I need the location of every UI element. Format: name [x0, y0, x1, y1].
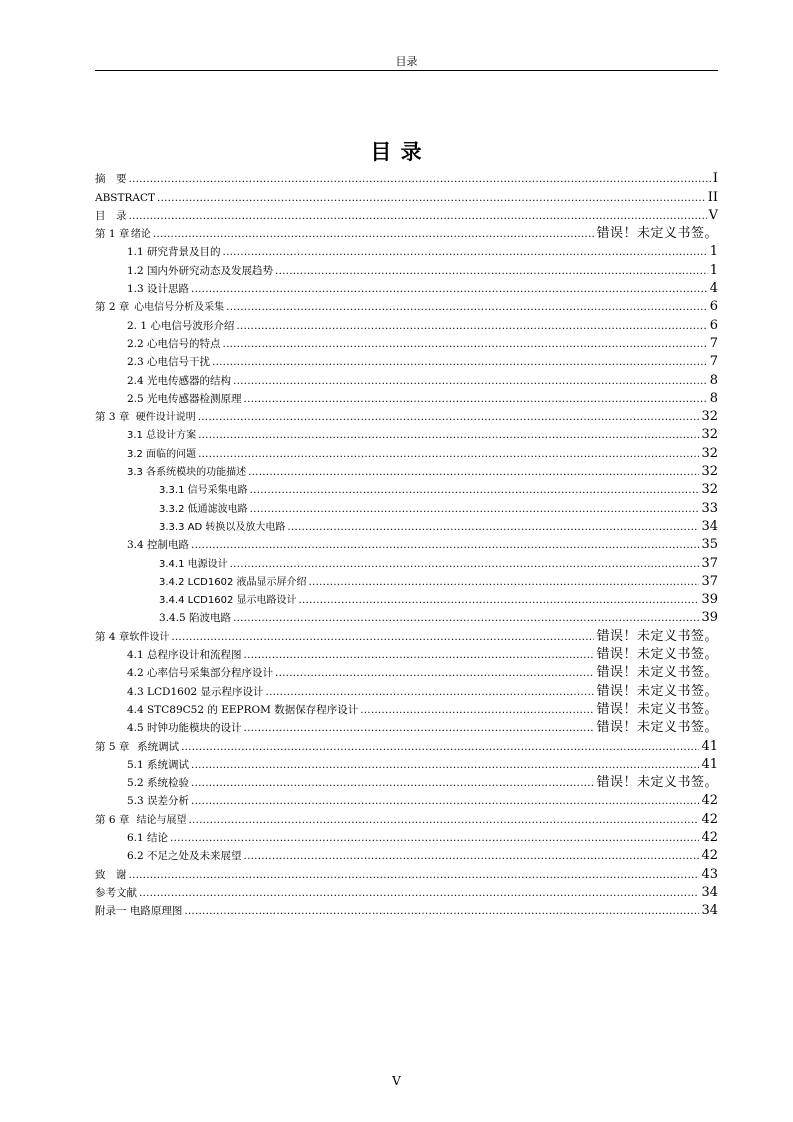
- toc-page-number: 错误！未定义书签。: [596, 720, 718, 736]
- toc-dot-leader: [170, 832, 699, 845]
- toc-dot-leader: [191, 539, 699, 552]
- toc-dot-leader: [184, 905, 699, 918]
- toc-page-number: 错误！未定义书签。: [596, 226, 718, 242]
- toc-page-number: 8: [709, 372, 718, 388]
- toc-entry-title: 3.3 各系统模块的功能描述: [127, 467, 247, 479]
- toc-entry[interactable]: [95, 589, 718, 607]
- toc-entry-title: 1.2 国内外研究动态及发展趋势: [127, 264, 274, 277]
- toc-dot-leader: [129, 210, 707, 223]
- toc-entry-title: 硬件设计说明: [135, 412, 196, 424]
- table-of-contents: [95, 168, 718, 918]
- toc-entry[interactable]: [95, 516, 718, 534]
- toc-entry-title: 目 录: [95, 209, 127, 222]
- toc-page-number: 37: [701, 573, 718, 589]
- toc-dot-leader: [198, 429, 699, 442]
- toc-dot-leader: [191, 759, 699, 772]
- toc-entry[interactable]: [95, 406, 718, 424]
- toc-page-number: 42: [701, 829, 718, 845]
- toc-dot-leader: [250, 484, 700, 497]
- toc-entry[interactable]: [95, 863, 718, 881]
- toc-page-number: 32: [701, 464, 718, 480]
- toc-page-number: 34: [701, 884, 718, 900]
- toc-entry[interactable]: [95, 772, 718, 790]
- toc-chapter-number: 第 1 章: [95, 228, 130, 241]
- toc-dot-leader: [212, 356, 708, 369]
- page-number: V: [392, 1074, 401, 1088]
- toc-entry-title: 3.2 面临的问题: [127, 448, 197, 460]
- toc-page-number: 35: [701, 537, 718, 553]
- toc-page-number: 4: [709, 281, 718, 297]
- toc-dot-leader: [191, 795, 699, 808]
- toc-page-number: I: [712, 171, 718, 187]
- toc-entry[interactable]: [95, 479, 718, 497]
- toc-page-number: 错误！未定义书签。: [596, 775, 718, 791]
- toc-entry-title: 3.3.1 信号采集电路: [159, 485, 248, 497]
- toc-page-number: 32: [701, 482, 718, 498]
- toc-chapter-number: 第 2 章: [95, 301, 130, 314]
- toc-entry-title: 2.2 心电信号的特点: [127, 337, 221, 350]
- toc-dot-leader: [250, 503, 700, 516]
- toc-dot-leader: [275, 667, 594, 680]
- toc-entry-title: 4.3 LCD1602 显示程序设计: [127, 685, 264, 698]
- toc-dot-leader: [360, 704, 594, 717]
- toc-entry-title: 1.3 设计思路: [127, 283, 190, 296]
- toc-entry[interactable]: [95, 223, 718, 241]
- toc-page-number: 42: [701, 793, 718, 809]
- toc-entry[interactable]: [95, 205, 718, 223]
- toc-entry[interactable]: [95, 259, 718, 277]
- toc-dot-leader: [223, 338, 708, 351]
- toc-dot-leader: [230, 558, 700, 571]
- toc-entry[interactable]: [95, 699, 718, 717]
- toc-entry-title: 4.4 STC89C52 的 EEPROM 数据保存程序设计: [127, 703, 359, 716]
- toc-page-number: V: [708, 207, 718, 223]
- page-title: 目 录: [370, 140, 423, 164]
- toc-entry[interactable]: [95, 388, 718, 406]
- toc-dot-leader: [157, 192, 706, 205]
- toc-entry-title: 4.1 总程序设计和流程图: [127, 649, 242, 662]
- toc-entry[interactable]: [95, 845, 718, 863]
- toc-entry[interactable]: [95, 625, 718, 643]
- toc-entry-title: 2.5 光电传感器检测原理: [127, 392, 242, 405]
- toc-entry[interactable]: [95, 571, 718, 589]
- toc-dot-leader: [139, 887, 699, 900]
- toc-entry[interactable]: [95, 790, 718, 808]
- toc-entry[interactable]: [95, 827, 718, 845]
- toc-entry[interactable]: [95, 552, 718, 570]
- toc-page-number: 错误！未定义书签。: [596, 647, 718, 663]
- toc-entry-title: 3.3.3 AD 转换以及放大电路: [159, 521, 286, 533]
- toc-dot-leader: [191, 777, 594, 790]
- toc-page-number: 39: [701, 592, 718, 608]
- toc-entry[interactable]: [95, 333, 718, 351]
- toc-entry[interactable]: [95, 717, 718, 735]
- toc-dot-leader: [244, 850, 700, 863]
- toc-entry[interactable]: [95, 644, 718, 662]
- toc-entry[interactable]: [95, 461, 718, 479]
- toc-dot-leader: [266, 686, 595, 699]
- toc-page-number: 41: [701, 738, 718, 754]
- toc-entry[interactable]: [95, 607, 718, 625]
- toc-entry-title: 3.4.1 电源设计: [159, 558, 228, 570]
- toc-page-number: 42: [701, 811, 718, 827]
- toc-dot-leader: [233, 612, 699, 625]
- toc-page-number: 7: [709, 335, 718, 351]
- toc-entry-title: 2.4 光电传感器的结构: [127, 374, 232, 387]
- toc-dot-leader: [198, 448, 699, 461]
- toc-dot-leader: [287, 521, 699, 534]
- toc-page-number: 错误！未定义书签。: [596, 683, 718, 699]
- toc-entry[interactable]: [95, 735, 718, 753]
- toc-entry-title: 3.4.2 LCD1602 液晶显示屏介绍: [159, 576, 307, 588]
- toc-page-number: 32: [701, 427, 718, 443]
- toc-chapter-number: 第 4 章: [95, 630, 130, 643]
- toc-dot-leader: [191, 283, 708, 296]
- toc-entry-title: 6.2 不足之处及未来展望: [127, 850, 242, 863]
- toc-entry[interactable]: [95, 754, 718, 772]
- toc-dot-leader: [223, 246, 708, 259]
- toc-entry[interactable]: [95, 442, 718, 460]
- toc-entry[interactable]: [95, 369, 718, 387]
- toc-entry-title: 5.2 系统检验: [127, 777, 190, 790]
- toc-dot-leader: [198, 411, 700, 424]
- toc-dot-leader: [275, 265, 708, 278]
- toc-entry-title: 2.3 心电信号干扰: [127, 356, 211, 369]
- toc-entry[interactable]: [95, 662, 718, 680]
- toc-dot-leader: [226, 301, 708, 314]
- toc-page-number: 6: [709, 299, 718, 315]
- toc-dot-leader: [188, 814, 699, 827]
- toc-entry-title: 绪论: [130, 229, 151, 241]
- toc-page-number: 错误！未定义书签。: [596, 628, 718, 644]
- toc-dot-leader: [129, 869, 700, 882]
- running-header: 目录: [395, 55, 418, 68]
- toc-page-number: 6: [709, 317, 718, 333]
- toc-page-number: 32: [701, 409, 718, 425]
- toc-dot-leader: [299, 594, 700, 607]
- toc-entry[interactable]: [95, 680, 718, 698]
- toc-dot-leader: [244, 393, 708, 406]
- toc-entry[interactable]: [95, 534, 718, 552]
- toc-entry[interactable]: [95, 424, 718, 442]
- toc-dot-leader: [244, 722, 595, 735]
- toc-entry-title: 5.3 误差分析: [127, 795, 190, 808]
- toc-page-number: 34: [701, 903, 718, 919]
- toc-entry-title: 附录一 电路原理图: [95, 905, 183, 918]
- toc-page-number: 41: [701, 756, 718, 772]
- toc-entry-title: 4.5 时钟功能模块的设计: [127, 722, 242, 735]
- toc-dot-leader: [233, 375, 708, 388]
- toc-entry[interactable]: [95, 497, 718, 515]
- toc-entry[interactable]: [95, 314, 718, 332]
- toc-entry-title: 系统调试: [137, 740, 180, 753]
- toc-chapter-number: 第 5 章: [95, 740, 130, 753]
- toc-entry-title: 3.1 总设计方案: [127, 430, 197, 442]
- toc-page-number: 1: [709, 262, 718, 278]
- toc-entry[interactable]: [95, 168, 718, 186]
- toc-dot-leader: [236, 320, 707, 333]
- toc-page-number: II: [707, 189, 718, 205]
- header-rule: [95, 70, 718, 71]
- toc-dot-leader: [244, 649, 595, 662]
- toc-entry[interactable]: [95, 351, 718, 369]
- toc-entry[interactable]: [95, 882, 718, 900]
- toc-dot-leader: [153, 228, 595, 241]
- toc-entry-title: 4.2 心率信号采集部分程序设计: [127, 667, 274, 680]
- toc-entry-title: 参考文献: [95, 886, 137, 899]
- toc-dot-leader: [129, 173, 711, 186]
- toc-page-number: 39: [701, 610, 718, 626]
- toc-entry[interactable]: [95, 241, 718, 259]
- toc-entry-title: 5.1 系统调试: [127, 758, 190, 771]
- toc-chapter-number: 第 6 章: [95, 813, 130, 826]
- toc-entry-title: 3.4.4 LCD1602 显示电路设计: [159, 595, 297, 607]
- toc-page-number: 1: [709, 244, 718, 260]
- toc-entry-title: 2. 1 心电信号波形介绍: [127, 319, 235, 332]
- toc-page-number: 32: [701, 445, 718, 461]
- toc-entry-title: 结论与展望: [136, 814, 187, 826]
- toc-page-number: 43: [701, 866, 718, 882]
- toc-page-number: 7: [709, 354, 718, 370]
- toc-entry-title: 心电信号分析及采集: [134, 302, 225, 314]
- toc-page-number: 8: [709, 390, 718, 406]
- toc-entry-title: 软件设计: [129, 631, 170, 643]
- toc-page-number: 34: [701, 518, 718, 534]
- toc-dot-leader: [181, 741, 699, 754]
- toc-entry[interactable]: [95, 278, 718, 296]
- toc-entry-title: 3.3.2 低通滤波电路: [159, 503, 248, 515]
- toc-entry[interactable]: [95, 296, 718, 314]
- toc-entry-title: 致 谢: [95, 868, 127, 881]
- toc-dot-leader: [171, 631, 594, 644]
- toc-dot-leader: [309, 576, 700, 589]
- toc-entry-title: 3.4.5 陷波电路: [159, 612, 232, 625]
- toc-entry-title: 6.1 结论: [127, 831, 169, 844]
- toc-entry-title: 3.4 控制电路: [127, 539, 190, 552]
- toc-entry[interactable]: [95, 186, 718, 204]
- toc-entry[interactable]: [95, 900, 718, 918]
- toc-page-number: 错误！未定义书签。: [596, 665, 718, 681]
- toc-page-number: 33: [701, 500, 718, 516]
- toc-entry-title: ABSTRACT: [95, 191, 156, 204]
- toc-page-number: 42: [701, 848, 718, 864]
- toc-entry[interactable]: [95, 808, 718, 826]
- toc-dot-leader: [248, 466, 699, 479]
- toc-entry-title: 摘 要: [95, 173, 127, 186]
- toc-page-number: 37: [701, 555, 718, 571]
- toc-page-number: 错误！未定义书签。: [596, 701, 718, 717]
- toc-entry-title: 1.1 研究背景及目的: [127, 246, 221, 259]
- toc-chapter-number: 第 3 章: [95, 411, 130, 424]
